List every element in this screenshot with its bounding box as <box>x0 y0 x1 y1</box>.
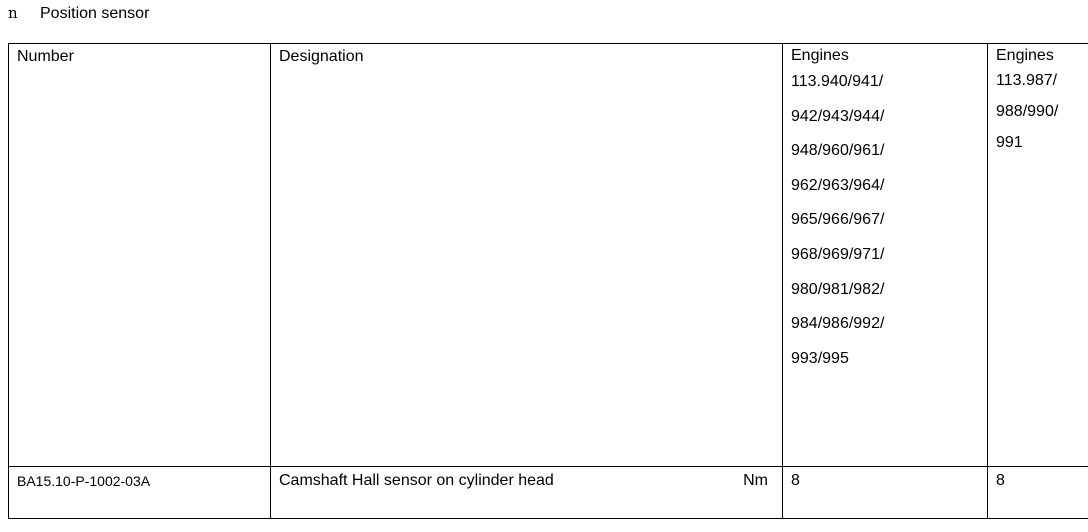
row-designation-cell <box>271 467 783 519</box>
table-row <box>9 467 1088 519</box>
engines-a-line: 968/969/971/ <box>791 245 885 263</box>
engines-a-line: 980/981/982/ <box>791 280 885 298</box>
engines-a-line: 113.940/941/ <box>791 73 884 90</box>
engines-b-line: 113.987/ <box>996 72 1058 89</box>
row-engines-b-cell <box>988 467 1088 519</box>
engines-b-line: 991 <box>996 134 1023 151</box>
header-number-label: Number <box>17 48 74 65</box>
header-engines-b-title: Engines <box>996 47 1054 64</box>
table-header-row <box>9 44 1088 467</box>
engines-a-line: 948/960/961/ <box>791 142 885 160</box>
row-number: BA15.10-P-1002-03A <box>17 473 151 489</box>
engines-a-line: 984/986/992/ <box>791 315 885 333</box>
header-engines-a <box>783 44 988 467</box>
header-number <box>9 44 271 467</box>
row-unit: Nm <box>743 472 768 489</box>
row-designation: Camshaft Hall sensor on cylinder head <box>279 472 554 489</box>
engines-a-line: 993/995 <box>791 349 849 367</box>
header-engines-a-title: Engines <box>791 47 849 64</box>
header-engines-b <box>988 44 1088 467</box>
section-heading <box>8 3 149 24</box>
header-designation-label: Designation <box>279 48 364 65</box>
row-engines-a-cell <box>783 467 988 519</box>
engines-a-line: 965/966/967/ <box>791 211 885 229</box>
header-designation <box>271 44 783 467</box>
row-engines-a-value: 8 <box>791 472 800 489</box>
bullet-icon: n <box>8 4 18 22</box>
torque-table <box>8 43 1088 519</box>
row-engines-b-value: 8 <box>996 472 1005 489</box>
engines-a-line: 942/943/944/ <box>791 107 885 125</box>
engines-b-line: 988/990/ <box>996 103 1059 120</box>
section-title: Position sensor <box>40 5 150 22</box>
engines-a-line: 962/963/964/ <box>791 176 885 194</box>
row-number-cell <box>9 467 271 519</box>
